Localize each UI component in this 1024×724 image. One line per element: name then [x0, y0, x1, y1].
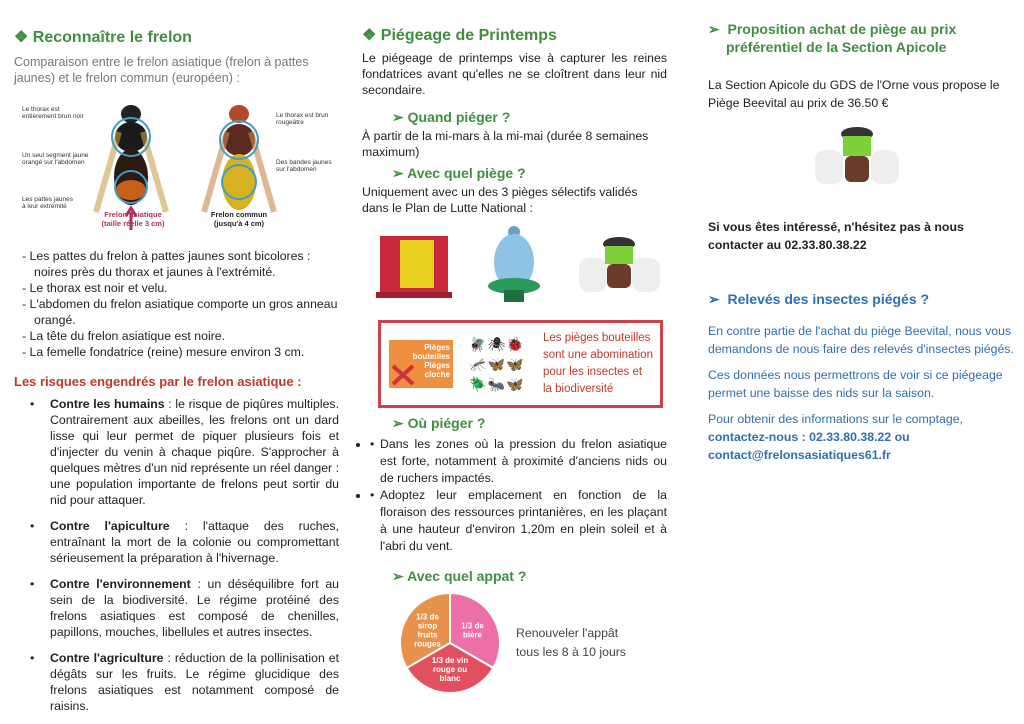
caption-asian-name: Frelon asiatique [104, 210, 162, 219]
subsection-title [392, 108, 667, 126]
arrow-bullet-icon: ➢ [392, 415, 408, 431]
intro: Le piégeage de printemps vise à capturer les reines fondatrices avant qu'elles ne se cloîtrent dans leur nid secondaire. [362, 51, 667, 97]
where-list [370, 436, 667, 555]
subsection-title [392, 567, 667, 585]
risk-label: Contre l'environnement [50, 577, 191, 591]
warning-line: sont une abomination [543, 349, 653, 361]
risk-label: Contre l'apiculture [50, 519, 170, 533]
risk-label: Contre l'agriculture [50, 651, 164, 665]
warning-text [543, 330, 653, 398]
beevital-image [708, 112, 1016, 202]
risk-item [14, 396, 339, 508]
jar-trap-image [484, 224, 544, 306]
tag-line: Pièges [424, 361, 450, 370]
label-thorax-asian: Le thorax est entièrement brun noir [22, 106, 84, 120]
caption-common-size: (jusqu'à 4 cm) [213, 219, 265, 228]
traps-row [362, 224, 667, 314]
risk-text: : le risque de piqûres multiples. Contrairement aux abeilles, les frelons ont un dard lisse qui leur permet de piquer plusieurs fois et d'injecter du venin à chaque piqûre. S'approcher à quelques mètres d'un nid représente un réel danger : une population importante de frelons peut sortir du nid pour attaquer. [50, 397, 339, 507]
title-text: Quand piéger ? [407, 109, 511, 125]
intro: Comparaison entre le frelon asiatique (frelon à pattes jaunes) et le frelon commun (européen) : [14, 55, 309, 85]
fact: - La tête du frelon asiatique est noire. [22, 329, 226, 343]
title-text: Proposition achat de piège au prix [727, 21, 957, 37]
offer-title-line [708, 20, 1016, 38]
fact-text: La tête du frelon asiatique est noire. [29, 329, 226, 343]
bottle-trap-tag [389, 340, 453, 388]
risks-list [14, 396, 339, 714]
risk-item [14, 650, 339, 714]
offer-title-line: préférentiel de la Section Apicole [726, 39, 947, 55]
risk-item [14, 518, 339, 566]
arrow-bullet-icon: ➢ [392, 568, 408, 584]
fact: - Les pattes du frelon à pattes jaunes sont bicolores : noires près du thorax et jaunes à l'extrémité. [22, 249, 311, 279]
risk-label: Contre les humains [50, 397, 165, 411]
tag-line: bouteilles [412, 352, 450, 361]
warning-line: pour les insectes et [543, 366, 643, 378]
caption-asian-size: (taille réelle 3 cm) [101, 219, 165, 228]
section-title [362, 26, 667, 46]
tag-line: cloche [424, 370, 450, 379]
arrow-bullet-icon: ➢ [392, 109, 408, 125]
beevital-trap-image [577, 230, 662, 300]
label-thorax-common: Le thorax est brun rougeâtre [276, 112, 329, 126]
offer-title [708, 20, 1016, 56]
label-segment-asian: Un seul segment jaune orangé sur l'abdomen [22, 152, 89, 166]
title-text: Avec quel piège ? [407, 165, 526, 181]
bait-note-line: tous les 8 à 10 jours [516, 645, 627, 659]
title-text: Piégeage de Printemps [380, 27, 557, 44]
records-title [708, 290, 1016, 308]
contact-text: Si vous êtes intéressé, n'hésitez pas à nous contacter au 02.33.80.38.22 [708, 220, 964, 252]
offer-text: La Section Apicole du GDS de l'Orne vous propose le Piège Beevital au prix de 36.50 € [708, 78, 1000, 110]
risk-item [14, 576, 339, 640]
pie-slice-label: 1/3 de vin rouge ou blanc [431, 656, 469, 683]
tag-text [392, 343, 450, 379]
label-legs-asian: Les pattes jaunes à leur extrémité [22, 196, 73, 210]
subsection-title [392, 414, 667, 432]
label-bands-common: Des bandes jaunes sur l'abdomen [276, 159, 332, 173]
warning-line: Les pièges bouteilles [543, 332, 651, 344]
bait-note [516, 624, 626, 662]
contact-intro: Pour obtenir des informations sur le comptage, [708, 412, 963, 426]
fact-text: La femelle fondatrice (reine) mesure environ 3 cm. [29, 345, 305, 359]
hornet-figure [14, 92, 339, 242]
risk-text: : l'attaque des ruches, entraînant la mort de la colonie ou compromettant sérieusement la préparation à l'hivernage. [50, 519, 339, 565]
arrow-bullet-icon: ➢ [708, 291, 728, 307]
left-column [14, 0, 339, 724]
subsection-title [392, 164, 667, 182]
arrow-bullet-icon: ➢ [708, 21, 728, 37]
risk-text: : réduction de la pollinisation et dégâts sur les fruits. Le régime glucidique des frelons asiatiques est notamment composé de raisins. [50, 651, 340, 713]
when-text: À partir de la mi-mars à la mi-mai (durée 8 semaines maximum) [362, 129, 649, 159]
arrow-bullet-icon: ➢ [392, 165, 408, 181]
beevital-trap-image [813, 122, 903, 196]
tag-line: Pièges [424, 343, 450, 352]
fact-text: Le thorax est noir et velu. [29, 281, 168, 295]
risk-text: : un déséquilibre fort au sein de la biodiversité. Le régime protéiné des frelons asiatiques est composé de chenilles, papillons, mouches, libellules et autres insectes. [50, 577, 339, 639]
caption-common-name: Frelon commun [210, 210, 268, 219]
risks-title: Les risques engendrés par le frelon asiatique : [14, 374, 302, 389]
title-text: Avec quel appat ? [407, 568, 527, 584]
pie-slice-label: 1/3 de sirop fruits rouges [414, 612, 441, 649]
diamond-bullet-icon: ❖ [14, 29, 33, 46]
section-title [14, 28, 339, 48]
diamond-bullet-icon: ❖ [362, 27, 381, 44]
fact-text: L'abdomen du frelon asiatique comporte un gros anneau orangé. [29, 297, 338, 327]
warning-box [378, 320, 663, 408]
where-item: • • Dans les zones où la pression du frelon asiatique est forte, notamment à proximité d'anciens nids ou de ruchers impactés. [370, 436, 667, 487]
right-column [708, 0, 1016, 464]
contact-phone: contactez-nous : 02.33.80.38.22 ou [708, 430, 910, 444]
facts-list [14, 248, 339, 360]
bait-pie-chart [398, 591, 502, 695]
fact: - L'abdomen du frelon asiatique comporte un gros anneau orangé. [22, 297, 338, 327]
box-trap-image [374, 230, 454, 304]
fact: - Le thorax est noir et velu. [22, 281, 168, 295]
records-paragraph: En contre partie de l'achat du piège Beevital, nous vous demandons de nous faire des relevés d'insectes piégés. [708, 324, 1014, 356]
title-text: Reconnaître le frelon [32, 29, 192, 46]
which-text: Uniquement avec un des 3 pièges sélectifs validés dans le Plan de Lutte National : [362, 185, 638, 215]
middle-column [362, 0, 667, 695]
title-text: Où piéger ? [407, 415, 486, 431]
contact-email[interactable]: contact@frelonsasiatiques61.fr [708, 448, 891, 462]
bait-area [362, 591, 667, 695]
records-paragraph: Ces données nous permettrons de voir si ce piégeage permet une baisse des nids sur la saison. [708, 368, 1003, 400]
fact: - La femelle fondatrice (reine) mesure environ 3 cm. [22, 345, 305, 359]
title-text: Relevés des insectes piégés ? [727, 291, 930, 307]
pie-slice-label: 1/3 de bière [461, 621, 484, 640]
caption-asian [98, 210, 168, 228]
caption-common [204, 210, 274, 228]
where-item: • • Adoptez leur emplacement en fonction de la floraison des ressources printanières, en les plaçant à une hauteur d'environ 1,20m en plein soleil et à l'abri du vent. [370, 487, 667, 555]
records-contact [708, 410, 1016, 464]
bait-note-line: Renouveler l'appât [516, 626, 619, 640]
insect-silhouettes-icon: 🪰🕷🐞 🦟🦋🦋 🪲🐜🦋 [469, 336, 525, 392]
fact-text: Les pattes du frelon à pattes jaunes sont bicolores : noires près du thorax et jaunes à l'extrémité. [29, 249, 311, 279]
warning-line: la biodiversité [543, 383, 614, 395]
